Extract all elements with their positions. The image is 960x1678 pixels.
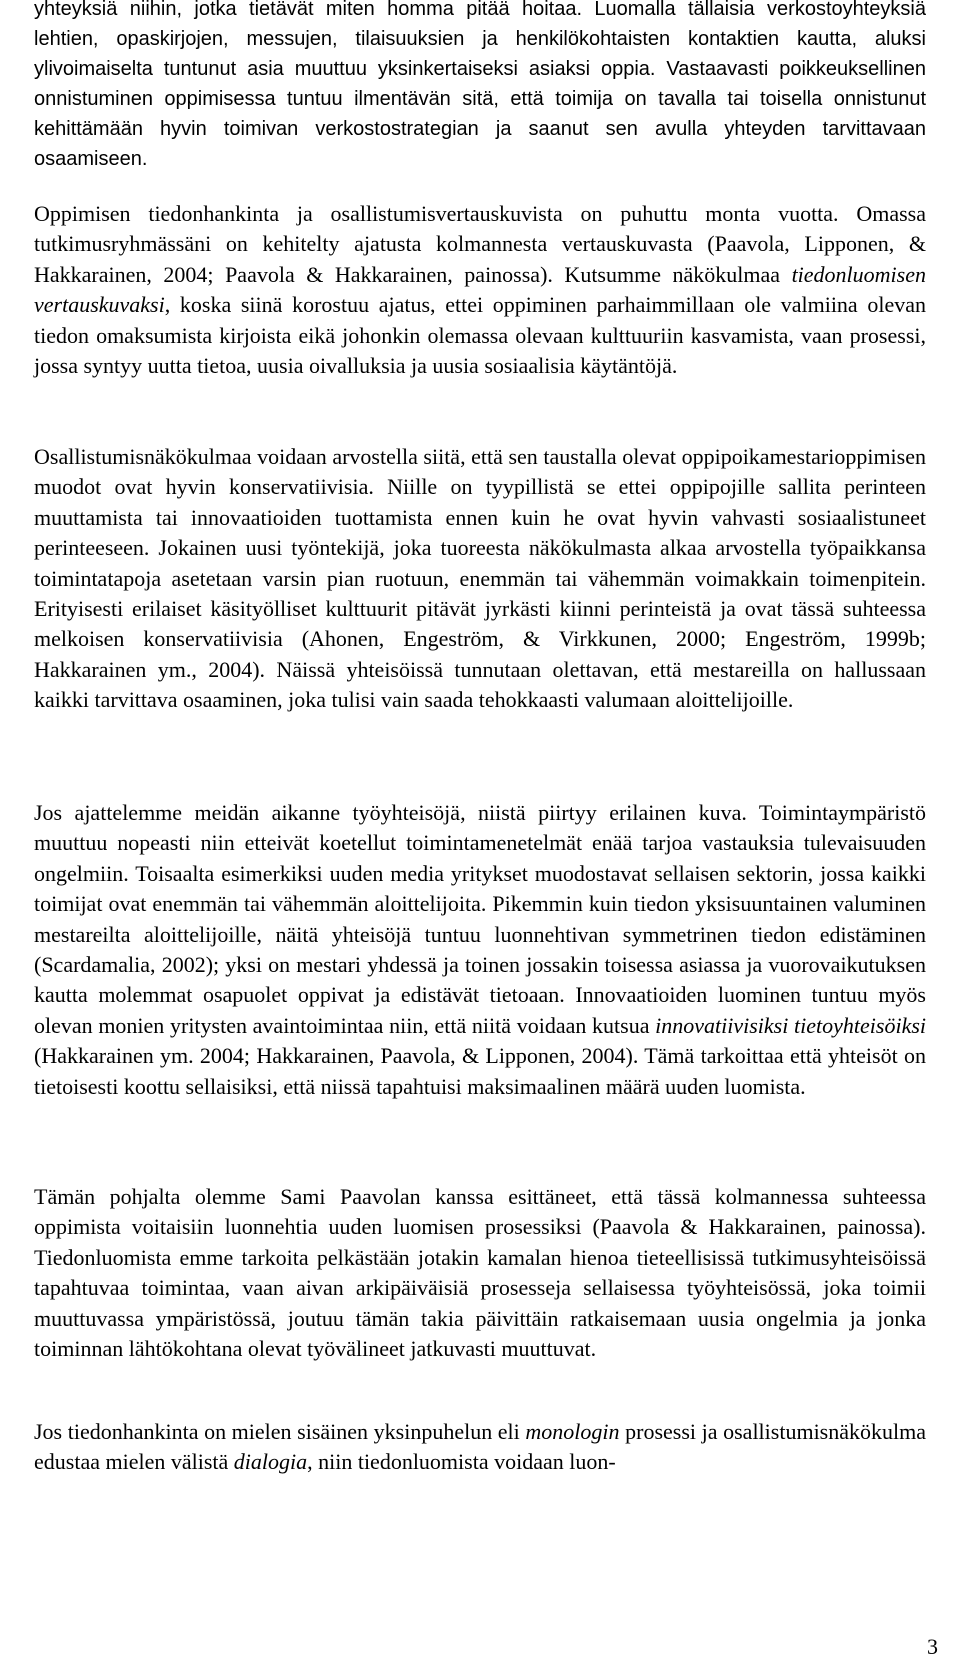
text-segment: Oppimisen tiedonhankinta ja osallistumisvertauskuvista on puhuttu monta vuotta. Omassa tutkimusryhmässäni on kehitelty ajatusta kolmannesta vertauskuvasta (Paavola, Lipponen, & Hakkarainen, 2004; Paavola & Hakkarainen, painossa). Kutsumme näkökulmaa — [34, 201, 926, 287]
text-segment: (Hakkarainen ym. 2004; Hakkarainen, Paavola, & Lipponen, 2004). Tämä tarkoittaa että yhteisöt on tietoisesti koottu sellaisiksi, että niissä tapahtuisi maksimaalinen määrä uuden luomista. — [34, 1043, 926, 1099]
italic-term: innovatiivisiksi tietoyhteisöiksi — [655, 1012, 927, 1038]
paragraph-2 — [34, 199, 926, 381]
italic-term: dialogia — [233, 1449, 308, 1475]
text-segment: Jos tiedonhankinta on mielen sisäinen yksinpuhelun eli — [34, 1419, 526, 1444]
text-segment: Tämän pohjalta olemme Sami Paavolan kanssa esittäneet, että tässä kolmannessa suhteessa oppimista voitaisiin luonnehtia uuden luomisen prosessiksi (Paavola & Hakkarainen, painossa). Tiedonluomista emme tarkoita pelkästään jotakin kamalan hienoa tieteellisissä tutkimusyhteisöissä tapahtuvaa toimintaa, vaan aivan arkipäiväisiä prosesseja sellaisessa työyhteisössä, joka toimii muuttuvassa ympäristössä, joutuu tämän takia päivittäin ratkaisemaan uusia ongelmia ja jonka toiminnan lähtökohtana olevat työvälineet jatkuvasti muuttuvat. — [34, 1184, 926, 1362]
text-segment: Osallistumisnäkökulmaa voidaan arvostella siitä, että sen taustalla olevat oppipoikamestarioppimisen muodot ovat hyvin konservatiivisia. Niille on tyypillistä se ettei oppipojille sallita perinteen muuttamista tai innovaatioiden tuottamista ennen kuin he ovat hyvin vahvasti sosiaalistuneet perinteeseen. Jokainen uusi työntekijä, joka tuoreesta näkökulmasta alkaa arvostella työpaikkansa toimintatapoja asetetaan varsin pian ruotuun, enemmän tai vähemmän voimakkain toimenpitein. Erityisesti erilaiset käsityölliset kulttuurit pitävät jyrkästi kiinni perinteistä ja ovat tässä suhteessa melkoisen konservatiivisia (Ahonen, Engeström, & Virkkunen, 2000; Engeström, 1999b; Hakkarainen ym., 2004). Näissä yhteisöissä tunnutaan olettavan, että mestareilla on hallussaan kaikki tarvittava osaaminen, joka tulisi vain saada tehokkaasti valumaan aloittelijoille. — [34, 444, 926, 713]
text-segment: , niin tiedonluomista voidaan luon- — [307, 1449, 616, 1475]
paragraph-1 — [34, 0, 926, 174]
text-segment: Jos ajattelemme meidän aikanne työyhteisöjä, niistä piirtyy erilainen kuva. Toimintaympäristö muuttuu nopeasti niin etteivät koetellut toimintamenetelmät enää tarjoa vastauksia tulevaisuuden ongelmiin. Toisaalta esimerkiksi uuden media yritykset muodostavat sellaisen sektorin, jossa kaikki toimijat ovat enemmän tai vähemmän aloittelijoita. Pikemmin kuin tiedon yksisuuntainen valuminen mestareilta aloittelijoille, näitä yhteisöjä tuntuu luonnehtivan symmetrinen tiedon edistäminen (Scardamalia, 2002); yksi on mestari yhdessä ja toinen jossakin toisessa asiassa ja vuorovaikutuksen kautta molemmat osapuolet oppivat ja edistävät tietoaan. Innovaatioiden luominen tuntuu myös olevan monien yritysten avaintoimintaa niin, että niitä voidaan kutsua — [34, 800, 926, 1038]
paragraph-5 — [34, 1182, 926, 1364]
paragraph-3 — [34, 442, 926, 716]
page-number: 3 — [927, 1634, 938, 1659]
paragraph-4 — [34, 798, 926, 1102]
italic-term: monologin — [525, 1419, 620, 1444]
text-segment: prosessi ja osallistumisnäkökulma edustaa mielen välistä — [34, 1419, 926, 1475]
text-segment: yhteyksiä niihin, jotka tietävät miten homma pitää hoitaa. Luomalla tällaisia verkostoyhteyksiä lehtien, opaskirjojen, messujen, tilaisuuksien ja henkilökohtaisten kontaktien kautta, aluksi ylivoimaiselta tuntunut asia muuttuu yksinkertaiseksi asiaksi oppia. Vastaavasti poikkeuksellinen onnistuminen oppimisessa tuntuu ilmentävän sitä, että toimija on tavalla tai toisella onnistunut kehittämään hyvin toimivan verkostostrategian ja saanut sen avulla yhteyden tarvittavaan osaamiseen. — [34, 0, 926, 170]
paragraph-6 — [34, 1417, 926, 1478]
text-segment: , koska siinä korostuu ajatus, ettei oppiminen parhaimmillaan ole valmiina olevan tiedon omaksumista kirjoista eikä johonkin olemassa olevaan kulttuuriin kasvamista, vaan prosessi, jossa syntyy uutta tietoa, uusia oivalluksia ja uusia sosiaalisia käytäntöjä. — [34, 292, 926, 379]
italic-term: tiedonluomisen vertauskuvaksi — [34, 261, 926, 318]
